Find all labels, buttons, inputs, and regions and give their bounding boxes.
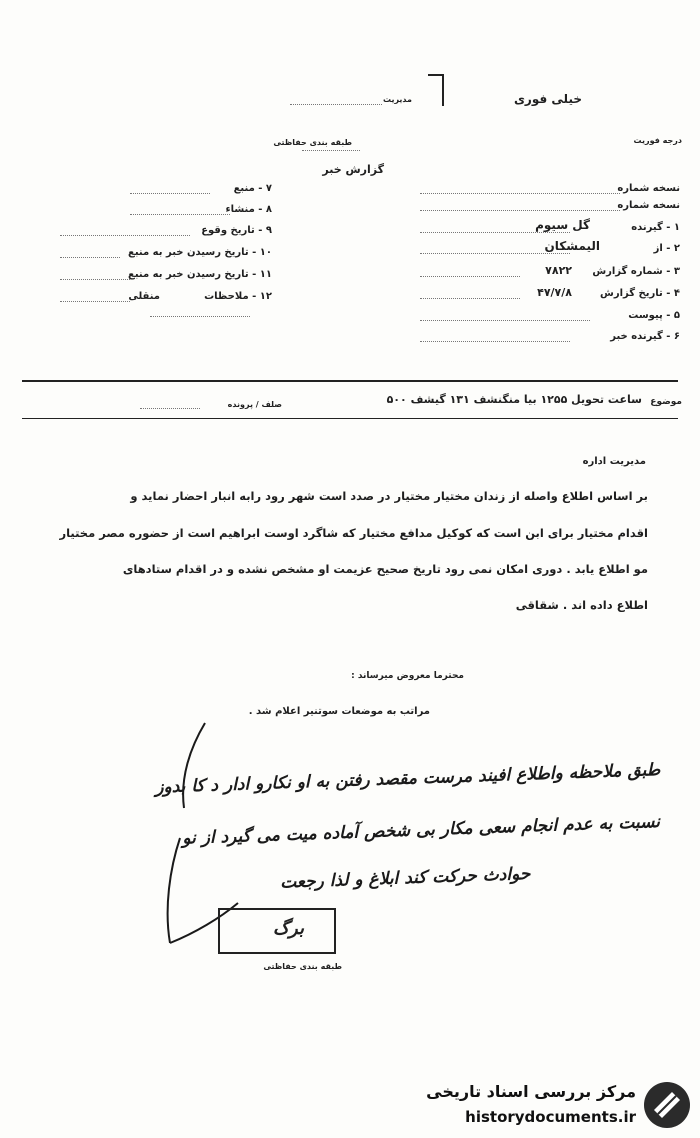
degree-label: درجه فوریت xyxy=(633,136,682,145)
body-salutation: مدیریت اداره xyxy=(582,456,646,467)
report-title: گزارش خبر xyxy=(322,163,384,176)
archive-logo-icon xyxy=(642,1080,692,1130)
field-origin: ۸ - منشاء xyxy=(225,204,272,215)
handwriting-line-2: نسبت به عدم انجام سعی مکار بی شخص آماده میت می گیرد از نو xyxy=(181,812,661,849)
watermark xyxy=(400,1076,700,1138)
header-divider xyxy=(22,380,678,382)
field-received-date-2: ۱۱ - تاریخ رسیدن خبر به منبع xyxy=(128,269,272,280)
file-label: صلف / پرونده xyxy=(227,400,282,409)
body-line-2: اقدام مختیار برای ابن است که کوکیل مدافع مختیار که شاگرد اوست ابراهیم است از حضوره مصر مختیار xyxy=(59,526,648,540)
note-text: مراتب به موضعات سوتنیر اعلام شد . xyxy=(248,706,430,717)
field-source: ۷ - منبع xyxy=(233,183,272,194)
field-received-date: ۱۰ - تاریخ رسیدن خبر به منبع xyxy=(128,247,272,258)
field-copy-2: نسخه شماره xyxy=(617,200,680,211)
handwriting-line-1: طبق ملاحظه واطلاع افیند مرست مقصد رفتن به او نکارو ادار د کا بدوز xyxy=(154,760,661,798)
body-line-1: بر اساس اطلاع واصله از زندان مختیار مختیار در صدد است شهر رود رابه انبار احضار نماید و xyxy=(130,489,648,503)
field-report-number: ۳ - شماره گزارش xyxy=(592,266,680,277)
field-from: ۲ - از xyxy=(653,243,680,254)
field-remarks: ۱۲ - ملاحظات xyxy=(204,291,272,302)
field-report-date-value: ۴۷/۷/۸ xyxy=(537,286,572,299)
subject-text: ساعت تحویل ۱۲۵۵ بیا منگنشف ۱۳۱ گیشف ۵۰۰ xyxy=(386,393,642,406)
field-from-value: الیمشکان xyxy=(544,239,600,253)
handwriting-line-3: حوادث حرکت کند ابلاغ و لذا رجعت xyxy=(279,864,531,893)
watermark-url: historydocuments.ir xyxy=(465,1108,636,1126)
subject-label: موضوع xyxy=(650,397,682,407)
field-report-date: ۴ - تاریخ گزارش xyxy=(600,288,680,299)
field-news-recipient: ۶ - گیرنده خبر xyxy=(610,331,680,342)
field-attachment: ۵ - پیوست xyxy=(628,310,680,321)
field-copy-1: نسخه شماره xyxy=(617,183,680,194)
field-recipient-value: گل سیوم xyxy=(535,218,590,232)
signature-mark: برگ xyxy=(272,918,304,939)
field-event-date: ۹ - تاریخ وقوع xyxy=(201,225,272,236)
recipient-dots xyxy=(290,104,382,105)
field-remarks-value: منقلی xyxy=(128,291,160,302)
body-line-4: اطلاع داده اند . شقاقی xyxy=(515,598,648,612)
corner-mark xyxy=(428,74,444,106)
urgency-label: خیلی فوری xyxy=(513,92,582,106)
recipient-prefix: مدیریت xyxy=(382,95,412,104)
note-label: محترما معروض میرساند : xyxy=(351,671,464,681)
field-recipient: ۱ - گیرنده xyxy=(631,222,680,233)
subject-divider xyxy=(22,418,678,419)
field-report-number-value: ۷۸۲۲ xyxy=(545,264,572,277)
watermark-name: مرکز بررسی اسناد تاریخی xyxy=(426,1082,636,1101)
footer-classification: طبقه بندی حفاظتی xyxy=(263,962,342,971)
body-line-3: مو اطلاع یابد . دوری امکان نمی رود تاریخ صحیح عزیمت او مشخص نشده و در اقدام ستادهای xyxy=(122,562,648,576)
classification-label: طبقه بندی حفاظتی xyxy=(273,138,352,147)
